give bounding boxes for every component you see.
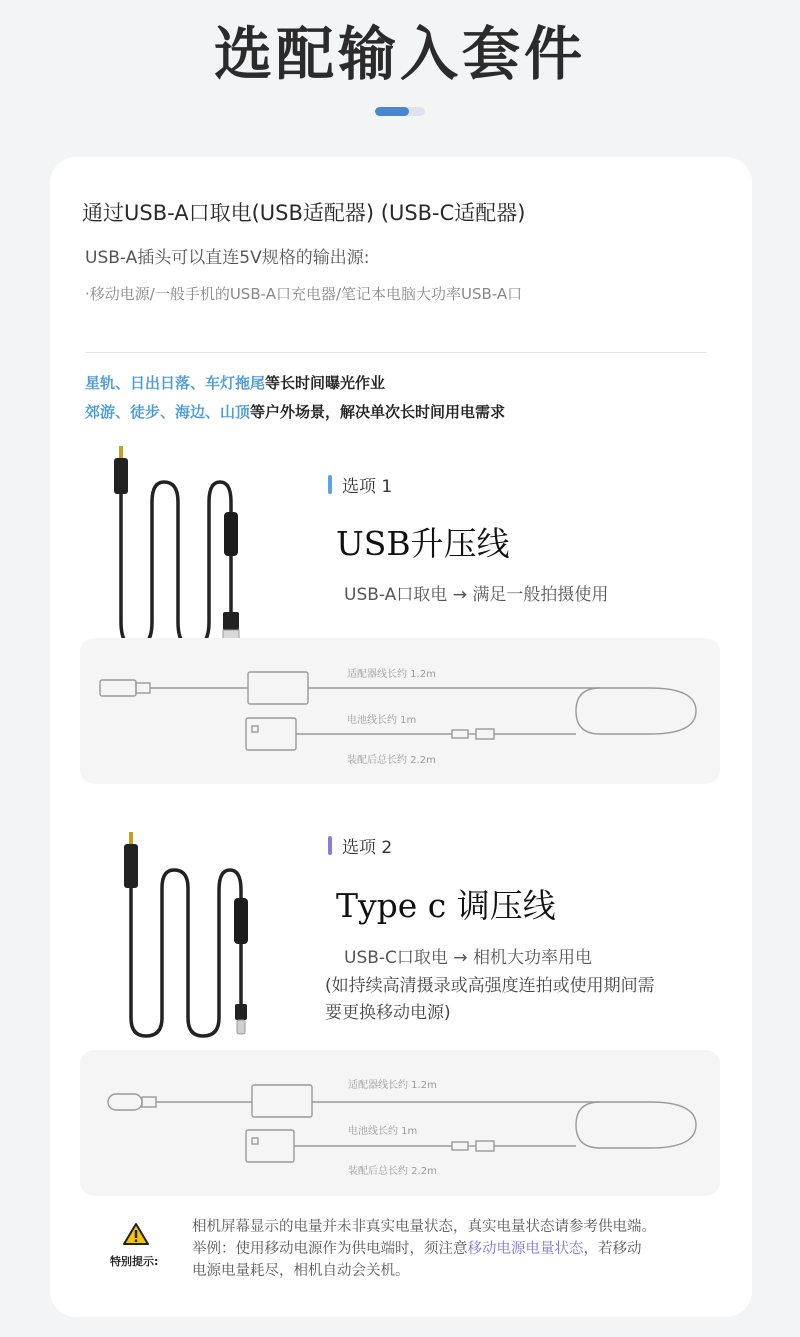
option-2-note-1: (如持续高清摄录或高强度连拍或使用期间需 — [325, 976, 655, 996]
warning-line-3: 电源电量耗尽，相机自动会关机。 — [192, 1263, 410, 1279]
intro-sources: ·移动电源/一般手机的USB-A口充电器/笔记本电脑大功率USB-A口 — [85, 285, 523, 303]
option-2-label: 选项 2 — [328, 833, 392, 858]
title-underline — [375, 107, 425, 116]
adapter-length: 适配器线长约 1.2m — [348, 1080, 437, 1091]
battery-length: 电池线长约 1m — [348, 1126, 418, 1137]
feature-text: 等长时间曝光作业 — [265, 374, 386, 392]
page-title: 选配输入套件 — [213, 20, 586, 88]
intro-heading: 通过USB-A口取电(USB适配器) (USB-C适配器) — [82, 201, 526, 225]
intro-subheading: USB-A插头可以直连5V规格的输出源: — [85, 248, 370, 268]
total-length: 装配后总长约 2.2m — [347, 755, 436, 766]
usb-boost-cable-image — [100, 442, 260, 656]
option-2-note-2: 要更换移动电源) — [325, 1003, 451, 1023]
option-2-desc: USB-C口取电 → 相机大功率用电 — [344, 948, 592, 968]
option-1-label: 选项 1 — [328, 472, 392, 497]
typec-regulator-cable-image — [110, 828, 270, 1042]
option-2-bar — [328, 836, 332, 855]
warning-line-1: 相机屏幕显示的电量并未非真实电量状态，真实电量状态请参考供电端。 — [192, 1219, 656, 1235]
feature-highlight: 星轨、日出日落、车灯拖尾 — [85, 374, 266, 392]
option-1-title: USB升压线 — [336, 524, 510, 563]
feature-line-2 — [85, 401, 505, 422]
option-1-diagram-drawing — [80, 638, 720, 784]
feature-highlight: 郊游、徒步、海边、山顶 — [85, 403, 251, 421]
option-2-diagram-drawing — [80, 1050, 720, 1196]
total-length: 装配后总长约 2.2m — [348, 1166, 437, 1177]
warning-highlight: 移动电源电量状态 — [467, 1241, 584, 1257]
option-2-title: Type c 调压线 — [336, 886, 556, 925]
warning-text — [192, 1216, 732, 1282]
option-1-bar — [328, 475, 332, 494]
option-2-diagram — [80, 1050, 720, 1196]
warning-line-2: 举例：使用移动电源作为供电端时，须注意移动电源电量状态，若移动 — [192, 1241, 642, 1257]
option-1-desc: USB-A口取电 → 满足一般拍摄使用 — [344, 585, 609, 605]
feature-line-1 — [85, 372, 385, 393]
warning-triangle-icon — [122, 1222, 150, 1246]
warning-label: 特别提示: — [110, 1255, 159, 1268]
battery-length: 电池线长约 1m — [347, 715, 417, 726]
adapter-length: 适配器线长约 1.2m — [347, 669, 436, 680]
divider — [85, 352, 707, 353]
feature-text: 等户外场景，解决单次长时间用电需求 — [250, 403, 506, 421]
option-1-diagram — [80, 638, 720, 784]
